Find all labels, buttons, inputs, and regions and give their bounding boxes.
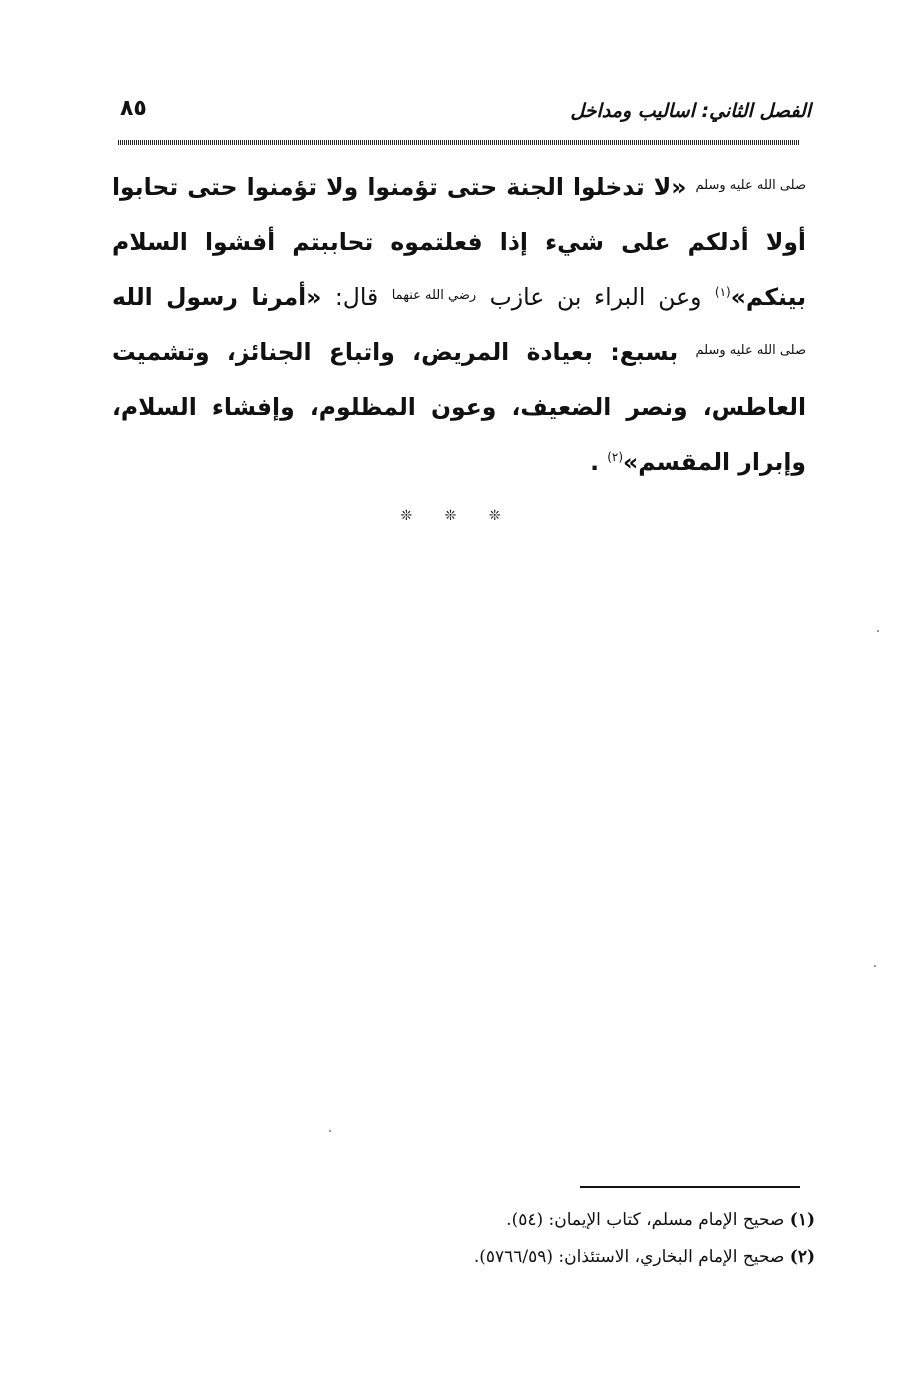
scan-speck <box>329 1130 331 1132</box>
footnote-rule <box>580 1186 800 1188</box>
page-number: ٨٥ <box>120 96 147 121</box>
section-divider: ❊ ❊ ❊ <box>400 508 515 524</box>
honorific-glyph: رضي الله عنهما <box>391 288 477 303</box>
footnote-number: (١) <box>789 1210 815 1230</box>
footnote-ref-2: (٢) <box>607 450 624 465</box>
body-paragraph <box>112 160 806 490</box>
footnote-ref-1: (١) <box>714 285 731 300</box>
narration-intro: وعن البراء بن عازب <box>489 283 702 311</box>
footnote-text: صحيح الإمام مسلم، كتاب الإيمان: (٥٤). <box>506 1210 785 1230</box>
honorific-glyph: صلى الله عليه وسلم <box>695 343 806 358</box>
footnote-1 <box>315 1202 815 1239</box>
scan-speck <box>874 965 876 967</box>
hadith-text-2a: «أمرنا رسول الله <box>112 283 322 311</box>
hadith-text-1: «لا تدخلوا الجنة حتى تؤمنوا ولا تؤمنوا حتى تحابوا أولا أدلكم على شيء إذا فعلتموه تحاببتم أفشوا السلام بينكم» <box>112 173 807 311</box>
honorific-glyph: صلى الله عليه وسلم <box>695 178 806 193</box>
footnote-number: (٢) <box>789 1247 815 1267</box>
hadith-text-2b: بسبع: بعيادة المريض، واتباع الجنائز، وتشميت العاطس، ونصر الضعيف، وعون المظلوم، وإفشاء السلام، وإبرار المقسم» <box>112 338 806 476</box>
footnote-2 <box>315 1239 815 1276</box>
closing-period: . <box>590 448 600 476</box>
said-label: قال: <box>334 283 379 311</box>
scan-speck <box>877 630 879 632</box>
footnotes <box>315 1202 815 1276</box>
chapter-title: الفصل الثاني: اساليب ومداخل <box>570 100 811 122</box>
footnote-text: صحيح الإمام البخاري، الاستئذان: (٥٧٦٦/٥٩). <box>473 1247 785 1267</box>
header-rule <box>118 140 800 145</box>
